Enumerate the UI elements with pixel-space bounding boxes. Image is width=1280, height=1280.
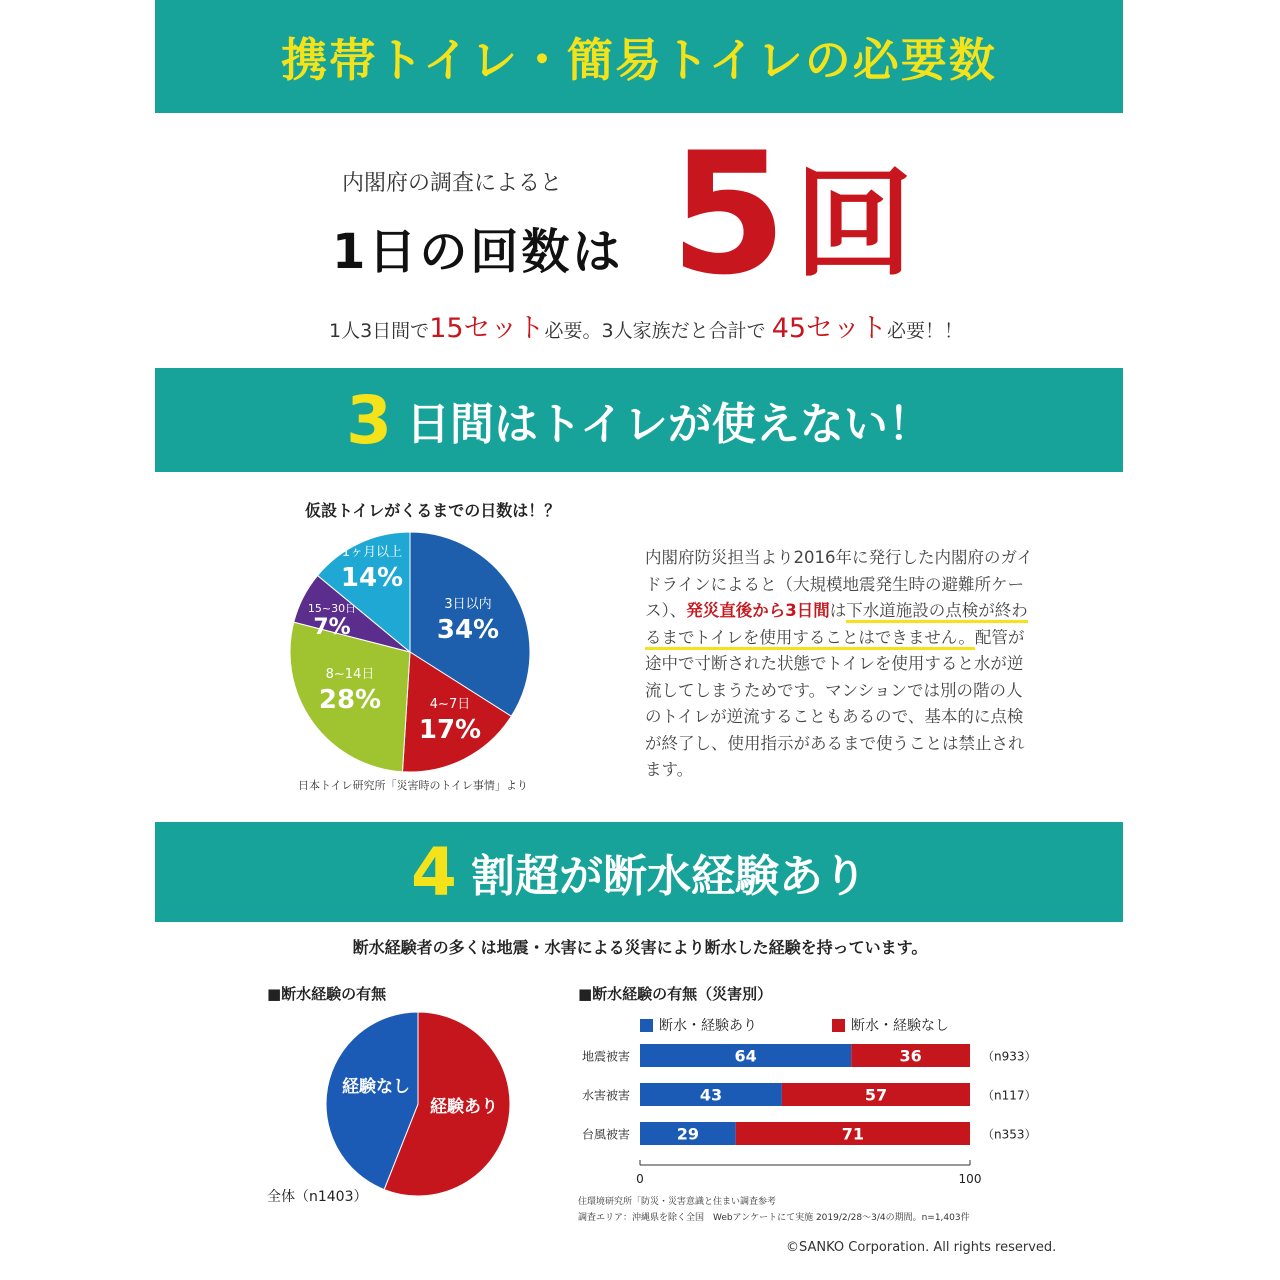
pie1-slice-value: 7% bbox=[313, 615, 351, 640]
banner3-text: 割超が断水経験あり bbox=[470, 851, 867, 902]
pie2-slice-label: 経験なし bbox=[342, 1077, 410, 1097]
sets-post: 必要！！ bbox=[887, 320, 964, 342]
legend-yes-label: 断水・経験あり bbox=[659, 1018, 757, 1034]
para-part2: は bbox=[829, 601, 847, 620]
pie1-slice-value: 14% bbox=[340, 563, 404, 593]
bar-chart-title: ■断水経験の有無（災害別） bbox=[578, 985, 773, 1003]
para-highlight: 発災直後から3日間 bbox=[686, 601, 830, 620]
intro-text: 内閣府の調査によると bbox=[342, 171, 563, 196]
big-unit: 回 bbox=[795, 155, 914, 293]
banner2-number: 3 bbox=[346, 381, 393, 459]
sets-mid: 必要。3人家族だと合計で bbox=[544, 320, 766, 342]
sets-pre: 1人3日間で bbox=[329, 320, 430, 342]
pie1-title: 仮設トイレがくるまでの日数は！？ bbox=[305, 501, 561, 520]
banner3-number: 4 bbox=[411, 833, 457, 911]
per-day-text: 1日の回数は bbox=[332, 224, 624, 280]
bar-value-label: 43 bbox=[699, 1085, 723, 1105]
bar-category-label: 台風被害 bbox=[581, 1127, 630, 1142]
para-underlined: 下水道施設の点検が終わるまでトイレを使用することはできません。 bbox=[645, 601, 1028, 650]
bar-n-label: （n353） bbox=[982, 1127, 1037, 1142]
pie1-slice-value: 34% bbox=[436, 615, 500, 645]
legend-no-label: 断水・経験なし bbox=[851, 1018, 949, 1034]
bar-x-tick-label: 0 bbox=[636, 1172, 644, 1186]
pie1-slice-value: 17% bbox=[418, 715, 482, 745]
bar-value-label: 29 bbox=[676, 1124, 699, 1144]
pie1-source: 日本トイレ研究所「災害時のトイレ事情」より bbox=[298, 779, 528, 792]
pie2-title: ■断水経験の有無 bbox=[267, 985, 387, 1003]
bar-value-label: 71 bbox=[841, 1124, 864, 1144]
para-part1: 内閣府防災担当より2016年に発行した内閣府のガイドラインによると（大規模地震発生時の避難所ケース）、 bbox=[645, 548, 1033, 620]
survey-source-1: 住環境研究所「防災・災害意識と住まい調査参考 bbox=[578, 1197, 777, 1207]
copyright: ©SANKO Corporation. All rights reserved. bbox=[786, 1240, 1057, 1255]
page-title: 携帯トイレ・簡易トイレの必要数 bbox=[281, 32, 997, 87]
pie1-slice-label: 15~30日 bbox=[307, 602, 357, 615]
pie1-slice-label: 4~7日 bbox=[429, 697, 471, 712]
pie2-total: 全体（n1403） bbox=[267, 1189, 368, 1205]
bar-value-label: 64 bbox=[734, 1046, 757, 1066]
pie1-slice-label: 3日以内 bbox=[444, 597, 492, 612]
pie1-slice-value: 28% bbox=[318, 685, 382, 715]
bar-value-label: 36 bbox=[899, 1046, 922, 1066]
sets-15: 15セット bbox=[429, 313, 545, 344]
survey-source-2: 調査エリア：沖縄県を除く全国 Webアンケートにて実施 2019/2/28～3/4の期間。n=1,403件 bbox=[578, 1213, 970, 1223]
pie1-slice-label: 1ヶ月以上 bbox=[341, 545, 403, 560]
bar-n-label: （n933） bbox=[982, 1049, 1037, 1064]
sets-45: 45セット bbox=[771, 313, 888, 344]
pie1-slice-label: 8~14日 bbox=[325, 667, 375, 682]
banner2-text: 日間はトイレが使えない！ bbox=[406, 399, 932, 450]
section3-subtitle: 断水経験者の多くは地震・水害による災害により断水した経験を持っています。 bbox=[352, 938, 928, 957]
para-part3: 配管が途中で寸断された状態でトイレを使用すると水が逆流してしまうためです。マンションでは別の階の人のトイレが逆流することもあるので、基本的に点検が終了し、使用指示があるまで使うことは禁止されます。 bbox=[645, 627, 1025, 779]
bar-x-tick-label: 100 bbox=[958, 1172, 982, 1186]
pie2-slice-label: 経験あり bbox=[430, 1097, 498, 1117]
big-number: 5 bbox=[670, 116, 787, 312]
bar-category-label: 地震被害 bbox=[581, 1049, 630, 1064]
bar-n-label: （n117） bbox=[982, 1088, 1037, 1103]
bar-value-label: 57 bbox=[864, 1085, 888, 1105]
bar-category-label: 水害被害 bbox=[581, 1088, 630, 1103]
